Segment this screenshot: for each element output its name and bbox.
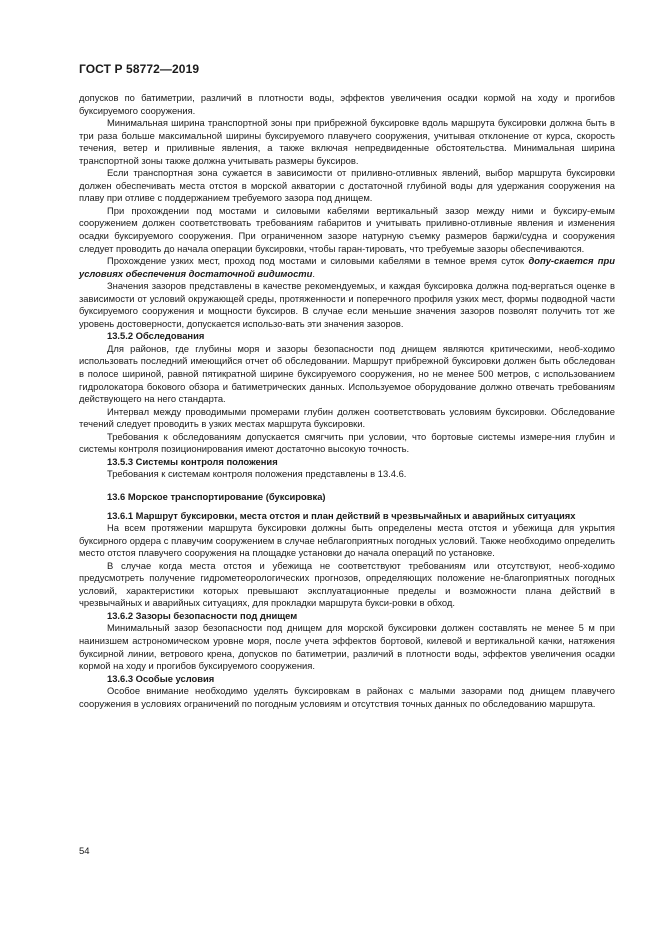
paragraph-night-passage bbox=[79, 255, 615, 280]
paragraph-text: Прохождение узких мест, проход под мостами и силовыми кабелями в темное время суток bbox=[107, 255, 529, 267]
document-body bbox=[79, 92, 615, 710]
section-heading-13-5-2: 13.5.2 Обследования bbox=[107, 330, 205, 342]
paragraph-text: . bbox=[312, 267, 315, 279]
paragraph: Требования к обследованиям допускается смягчить при условии, что бортовые системы измере-ния глубин и системы контроля позиционирования имеют достаточно высокую точность. bbox=[79, 430, 615, 455]
paragraph: допусков по батиметрии, различий в плотности воды, эффектов увеличения осадки кормой на ходу и прогибов буксируемого сооружения. bbox=[79, 92, 615, 116]
paragraph: В случае когда места отстоя и убежища не соответствуют требованиям или отсутствуют, необ-ходимо предусмотреть получение гидрометеорологических прогнозов, определяющих положение не-благоприятных погодных условий, характеристики которых превышают эксплуатационные пределы и возможности плана действий в чрезвычайных и аварийных ситуациях, для прокладки маршрута букси-ровки в обход. bbox=[79, 559, 615, 609]
paragraph: Значения зазоров представлены в качестве рекомендуемых, и каждая буксировка должна под-вергаться оценке в зависимости от условий окружающей среды, протяженности и поперечного профиля узких мест, формы подводной части буксируемого сооружения и мощности буксиров. В случае если меньшие значения зазоров позволят получить тот же уровень достоверности, допускается использо-вать эти значения зазоров. bbox=[79, 280, 615, 329]
document-header: ГОСТ Р 58772—2019 bbox=[79, 62, 200, 76]
paragraph: На всем протяжении маршрута буксировки должны быть определены места отстоя и убежища для укрытия буксирного ордера с плавучим сооружением в случае неблагоприятных погодных условий. Также необходимо определить место отстоя плавучего сооружения на площадке установки до начала операций по установке. bbox=[79, 522, 615, 559]
paragraph: При прохождении под мостами и силовыми кабелями вертикальный зазор между ними и буксиру-емым сооружением должен соответствовать требованиям габаритов и учитывать приливно-отливные явления и изменения осадки буксируемого сооружения. При ограниченном зазоре натурную съемку размеров баржи/судна и сооружения следует проводить до начала операции буксировки, чтобы гаран-тировать, что требуемые зазоры обеспечиваются. bbox=[79, 204, 615, 254]
section-heading-13-6-1: 13.6.1 Маршрут буксировки, места отстоя и план действий в чрезвычайных и аварийных ситуациях bbox=[107, 509, 576, 521]
page-number: 54 bbox=[79, 846, 90, 857]
paragraph: Интервал между проводимыми промерами глубин должен соответствовать условиям буксировки. Обследование течений следует проводить в узких местах маршрута буксировки. bbox=[79, 405, 615, 430]
section-heading-13-5-3: 13.5.3 Системы контроля положения bbox=[107, 455, 278, 467]
section-heading-13-6-2: 13.6.2 Зазоры безопасности под днищем bbox=[107, 609, 298, 621]
paragraph: Если транспортная зона сужается в зависимости от приливно-отливных явлений, выбор маршрута буксировки должен обеспечивать места отстоя в морской акватории с достаточной глубиной воды для удержания сооружения на плаву при отливе с поддержанием требуемого зазора под днищем. bbox=[79, 167, 615, 204]
section-heading-13-6: 13.6 Морское транспортирование (буксировка) bbox=[107, 490, 326, 502]
paragraph: Требования к системам контроля положения представлены в 13.4.6. bbox=[107, 468, 407, 480]
paragraph: Минимальная ширина транспортной зоны при прибрежной буксировке вдоль маршрута буксировки должна быть в три раза больше максимальной ширины буксируемого плавучего сооружения, учитывая отклонение от курса, скорость течения, ветер и приливные явления, а также включая непредвиденные обстоятельства. Минимальная ширина транспортной зоны также должна учитывать размеры буксиров. bbox=[79, 117, 615, 166]
paragraph: Минимальный зазор безопасности под днищем для морской буксировки должен составлять не менее 5 м при наинизшем астрономическом уровне моря, после учета эффектов бортовой, килевой и вертикальной качки, натяжения буксирной линии, ветрового крена, допусков по батиметрии, различий в плотности воды, эффектов увеличения осадки кормой на ходу и прогибов буксируемого сооружения. bbox=[79, 622, 615, 672]
paragraph: Для районов, где глубины моря и зазоры безопасности под днищем являются критическими, необ-ходимо использовать последний имеющийся отчет об обследовании. Маршрут прибрежной буксировки должен быть обследован в полосе шириной, равной пятикратной ширине буксируемого сооружения, но не менее 500 метров, с использованием гидролокатора бокового обзора и батиметрических данных. Используемое оборудование должно отвечать требованиям действующего на него стандарта. bbox=[79, 342, 615, 405]
emphasized-text: допу-скается при условиях обеспечения достаточной видимости bbox=[79, 255, 615, 279]
section-heading-13-6-3: 13.6.3 Особые условия bbox=[107, 672, 215, 684]
paragraph: Особое внимание необходимо уделять буксировкам в районах с малыми зазорами под днищем плавучего сооружения в условиях ограничений по погодным условиям и отсутствия точных данных по обследованию маршрута. bbox=[79, 685, 615, 709]
